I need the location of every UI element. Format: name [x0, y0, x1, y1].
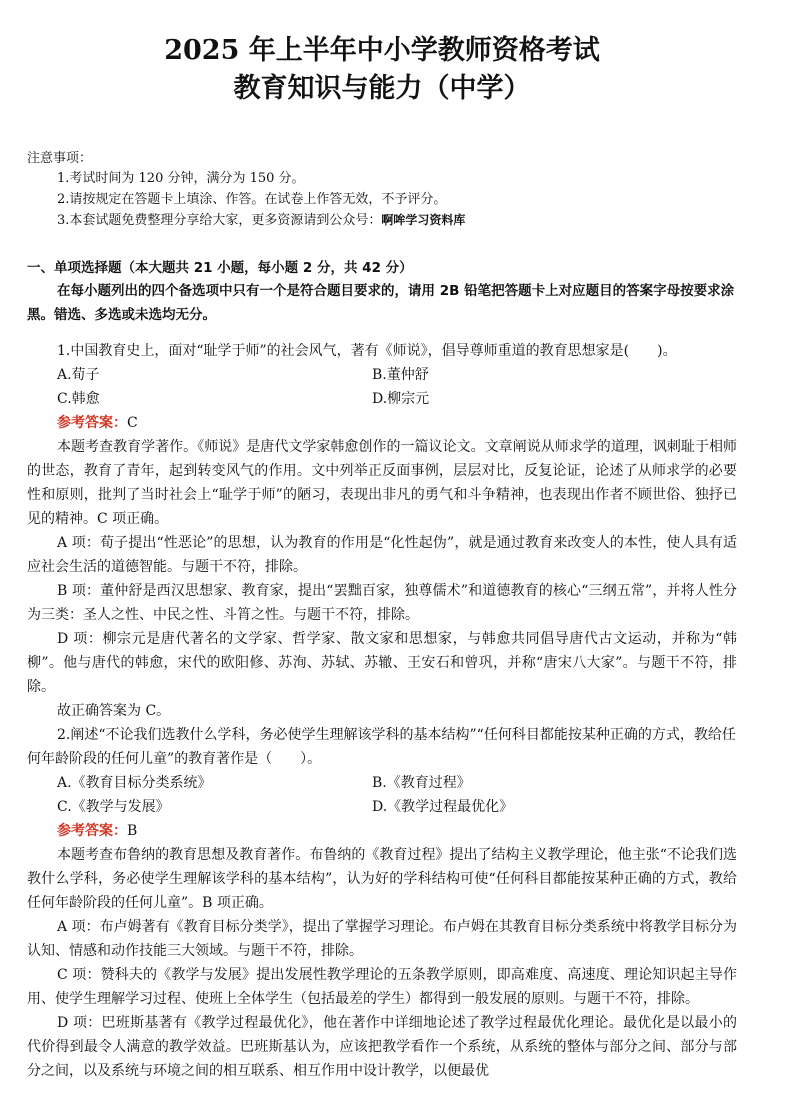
- answer-line: [27, 819, 737, 843]
- options-grid: [27, 771, 737, 819]
- option-c: C.韩愈: [57, 391, 100, 407]
- option-d: D.柳宗元: [372, 391, 430, 407]
- option-b: B.《教育过程》: [372, 775, 471, 791]
- section-heading: 一、单项选择题（本大题共 21 小题，每小题 2 分，共 42 分）: [27, 260, 413, 276]
- brand-name: 啊哞学习资料库: [381, 213, 466, 227]
- notice-item: 1.考试时间为 120 分钟，满分为 150 分。: [57, 171, 305, 186]
- question-stem: 1.中国教育史上，面对“耻学于师”的社会风气，著有《师说》，倡导尊师重道的教育思想家是( )。: [57, 343, 677, 359]
- option-b: B.董仲舒: [372, 367, 429, 383]
- option-d: D.《教学过程最优化》: [372, 799, 514, 815]
- answer-label: 参考答案：: [57, 415, 127, 431]
- question-stem: 2.阐述“不论我们选教什么学科，务必使学生理解该学科的基本结构”“任何科目都能按某种正确的方式，教给任何年龄阶段的任何儿童”的教育著作是（ ）。: [27, 727, 736, 767]
- explanation-paragraph: C 项：赞科夫的《教学与发展》提出发展性教学理论的五条教学原则，即高难度、高速度、理论知识起主导作用、使学生理解学习过程、使班上全体学生（包括最差的学生）都得到一般发展的原则。与题干不符，排除。: [27, 967, 737, 1007]
- exam-subtitle: 教育知识与能力（中学）: [233, 73, 531, 104]
- option-a: A.荀子: [57, 367, 100, 383]
- answer-value: C: [127, 415, 138, 431]
- answer-line: [27, 411, 737, 435]
- exam-title: 2025 年上半年中小学教师资格考试: [164, 35, 600, 66]
- option-a: A.《教育目标分类系统》: [57, 775, 212, 791]
- explanation-paragraph: 故正确答案为 C。: [57, 703, 171, 719]
- explanation-paragraph: D 项：巴班斯基著有《教学过程最优化》，他在著作中详细地论述了教学过程最优化理论。最优化是以最小的代价得到最令人满意的教学效益。巴班斯基认为，应该把教学看作一个系统，从系统的整体与部分之间、部分与部分之间，以及系统与环境之间的相互联系、相互作用中设计教学，以便最优: [27, 1015, 737, 1079]
- explanation-paragraph: A 项：布卢姆著有《教育目标分类学》，提出了掌握学习理论。布卢姆在其教育目标分类系统中将教学目标分为认知、情感和动作技能三大领域。与题干不符，排除。: [27, 919, 737, 959]
- notice-item: 2.请按规定在答题卡上填涂、作答。在试卷上作答无效，不予评分。: [57, 192, 447, 207]
- explanation-paragraph: D 项：柳宗元是唐代著名的文学家、哲学家、散文家和思想家，与韩愈共同倡导唐代古文运动，并称为“韩柳”。他与唐代的韩愈，宋代的欧阳修、苏洵、苏轼、苏辙、王安石和曾巩，并称“唐宋八大家”。与题干不符，排除。: [27, 631, 737, 695]
- notice-item-text: 3.本套试题免费整理分享给大家，更多资源请到公众号：: [57, 213, 382, 228]
- answer-value: B: [127, 823, 138, 839]
- explanation-paragraph: A 项：荀子提出“性恶论”的思想，认为教育的作用是“化性起伪”，就是通过教育来改变人的本性，使人具有适应社会生活的道德智能。与题干不符，排除。: [27, 535, 737, 575]
- options-grid: [27, 363, 737, 411]
- answer-label: 参考答案：: [57, 823, 127, 839]
- notice-item: [27, 210, 737, 231]
- explanation-paragraph: 本题考查布鲁纳的教育思想及教育著作。布鲁纳的《教育过程》提出了结构主义教学理论，他主张“不论我们选教什么学科，务必使学生理解该学科的基本结构”，认为好的学科结构可使“任何科目都能按某种正确的方式，教给任何年龄阶段的任何儿童”。B 项正确。: [27, 847, 737, 911]
- explanation-paragraph: B 项：董仲舒是西汉思想家、教育家，提出“罢黜百家，独尊儒术”和道德教育的核心“三纲五常”，并将人性分为三类：圣人之性、中民之性、斗筲之性。与题干不符，排除。: [27, 583, 737, 623]
- section-instructions: 在每小题列出的四个备选项中只有一个是符合题目要求的，请用 2B 铅笔把答题卡上对应题目的答案字母按要求涂黑。错选、多选或未选均无分。: [27, 283, 735, 323]
- notice-heading: 注意事项：: [27, 151, 93, 166]
- explanation-paragraph: 本题考查教育学著作。《师说》是唐代文学家韩愈创作的一篇议论文。文章阐说从师求学的道理，讽刺耻于相师的世态，教育了青年，起到转变风气的作用。文中列举正反面事例，层层对比，反复论证，论述了从师求学的必要性和原则，批判了当时社会上“耻学于师”的陋习，表现出非凡的勇气和斗争精神，也表现出作者不顾世俗、独抒已见的精神。C 项正确。: [27, 439, 737, 527]
- option-c: C.《教学与发展》: [57, 799, 170, 815]
